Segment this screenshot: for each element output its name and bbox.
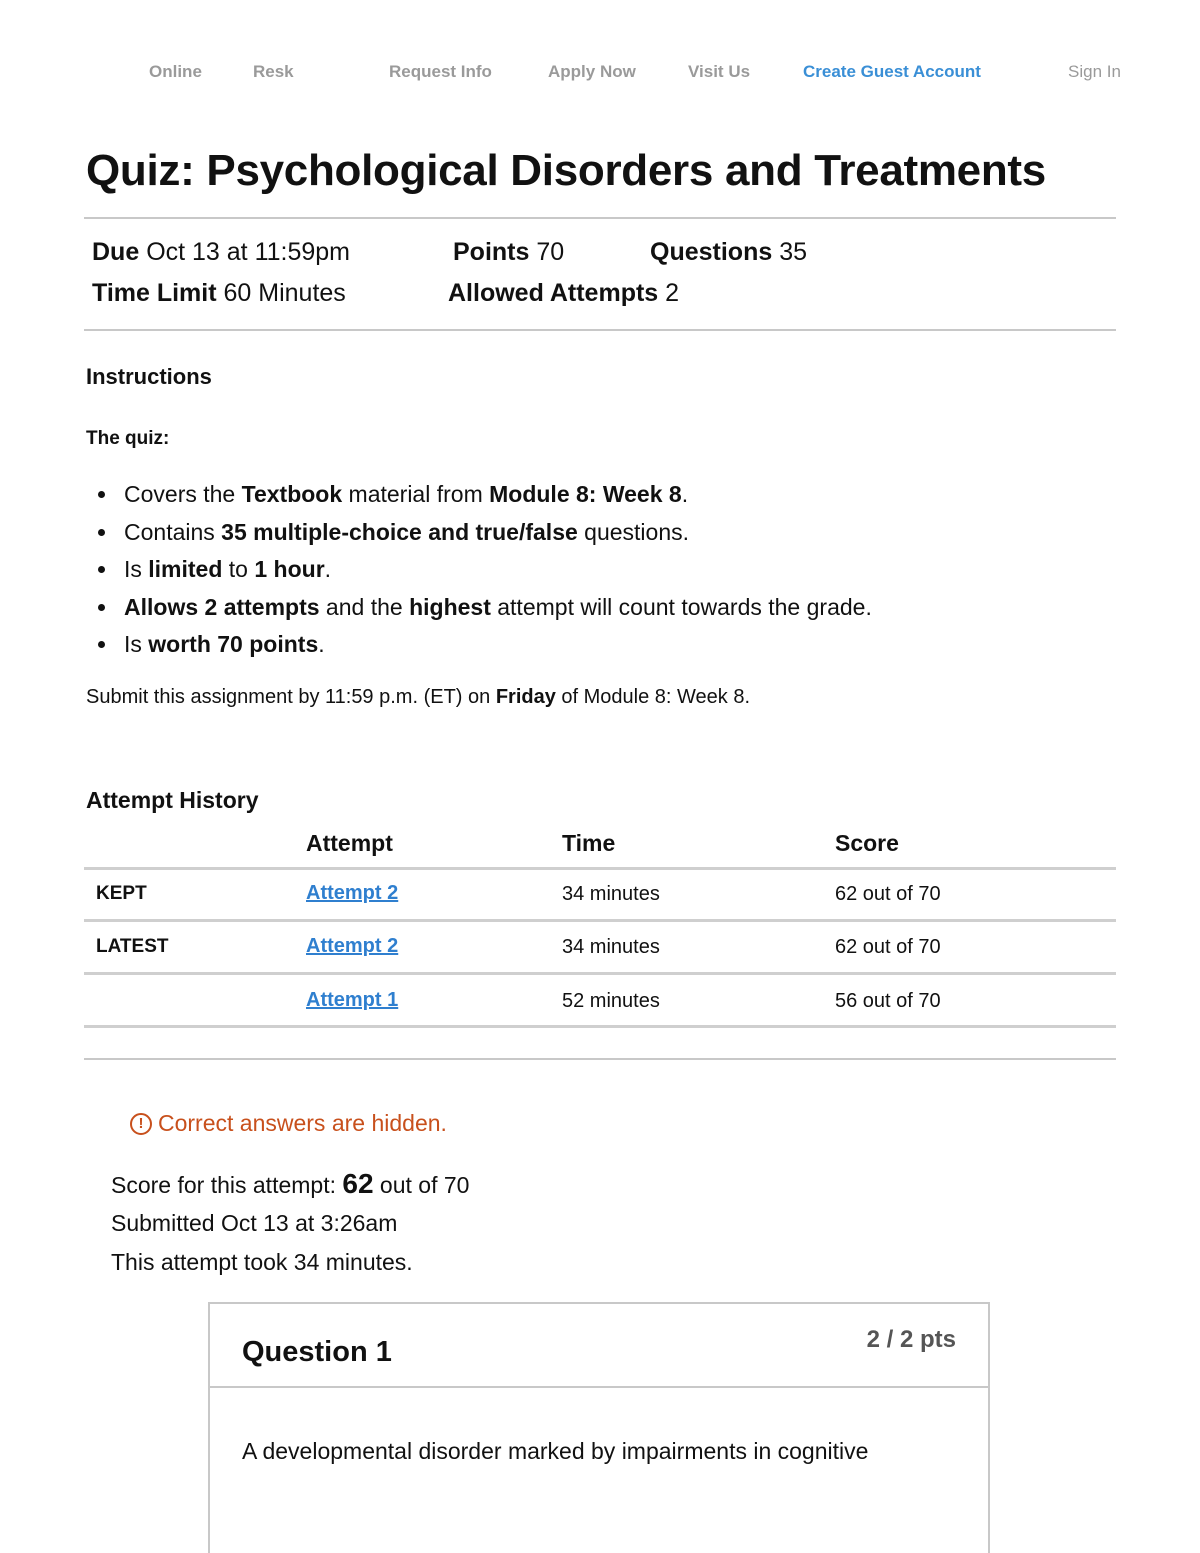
- meta-questions-value: 35: [779, 238, 808, 266]
- attempt-link[interactable]: Attempt 2: [306, 882, 399, 904]
- meta-due-value: Oct 13 at 11:59pm: [146, 238, 351, 266]
- meta-questions: [650, 238, 807, 267]
- nav-resk[interactable]: Resk: [253, 62, 294, 81]
- attempt-score-line: Score for this attempt: 62 out of 70: [111, 1168, 470, 1199]
- nav-create-guest-account[interactable]: Create Guest Account: [803, 62, 981, 81]
- alert-text: Correct answers are hidden.: [158, 1110, 447, 1136]
- meta-points: [453, 238, 564, 267]
- list-item: Covers the Textbook material from Module 8: Week 8.: [86, 478, 872, 516]
- list-item: Is limited to 1 hour.: [86, 553, 872, 591]
- nav-online[interactable]: Online: [149, 62, 202, 81]
- nav-sign-in[interactable]: Sign In: [1068, 62, 1121, 81]
- attempt-score: 62 out of 70: [835, 936, 941, 958]
- divider: [84, 329, 1116, 331]
- attempt-score: 62 out of 70: [835, 883, 941, 905]
- list-item: Allows 2 attempts and the highest attempt will count towards the grade.: [86, 591, 872, 629]
- column-header-score: Score: [835, 830, 899, 856]
- meta-due: [92, 238, 350, 267]
- table-divider: [84, 867, 1116, 870]
- attempt-time: 34 minutes: [562, 936, 660, 958]
- question-header: [210, 1304, 988, 1388]
- question-title: Question 1: [242, 1336, 392, 1368]
- list-item: Is worth 70 points.: [86, 628, 872, 666]
- attempt-score-value: 62: [342, 1168, 374, 1199]
- meta-allowed-attempts-value: 2: [665, 279, 680, 307]
- question-text: A developmental disorder marked by impairments in cognitive: [242, 1438, 869, 1464]
- nav-visit-us[interactable]: Visit Us: [688, 62, 751, 81]
- duration-line: This attempt took 34 minutes.: [111, 1249, 413, 1275]
- attempt-score: 56 out of 70: [835, 990, 941, 1012]
- instructions-intro: The quiz:: [86, 428, 170, 449]
- meta-points-label: Points: [453, 238, 530, 266]
- row-tag: LATEST: [96, 936, 169, 957]
- submitted-line: Submitted Oct 13 at 3:26am: [111, 1210, 398, 1236]
- attempt-time: 52 minutes: [562, 990, 660, 1012]
- row-tag: KEPT: [96, 883, 147, 904]
- attempt-history-heading: Attempt History: [86, 787, 259, 813]
- divider: [84, 1058, 1116, 1060]
- submission-note: Submit this assignment by 11:59 p.m. (ET) on Friday of Module 8: Week 8.: [86, 686, 751, 708]
- list-item: Contains 35 multiple-choice and true/false questions.: [86, 516, 872, 554]
- meta-time-limit-value: 60 Minutes: [223, 279, 346, 307]
- attempt-link[interactable]: Attempt 1: [306, 989, 399, 1011]
- meta-due-label: Due: [92, 238, 140, 266]
- meta-time-limit-label: Time Limit: [92, 279, 217, 307]
- column-header-time: Time: [562, 830, 616, 856]
- meta-allowed-attempts-label: Allowed Attempts: [448, 279, 659, 307]
- divider: [84, 217, 1116, 219]
- page-title: Quiz: Psychological Disorders and Treatments: [86, 146, 1046, 195]
- instructions-heading: Instructions: [86, 364, 212, 389]
- attempt-time: 34 minutes: [562, 883, 660, 905]
- meta-allowed-attempts: [448, 279, 679, 308]
- column-header-attempt: Attempt: [306, 830, 393, 856]
- question-card: [208, 1302, 990, 1553]
- warning-icon: !: [130, 1113, 152, 1135]
- question-points: 2 / 2 pts: [866, 1326, 956, 1353]
- nav-request-info[interactable]: Request Info: [389, 62, 492, 81]
- instructions-list: [86, 478, 872, 666]
- correct-answers-hidden-alert: [130, 1110, 447, 1137]
- table-divider: [84, 919, 1116, 922]
- meta-points-value: 70: [536, 238, 565, 266]
- table-divider: [84, 972, 1116, 975]
- nav-apply-now[interactable]: Apply Now: [548, 62, 636, 81]
- table-divider: [84, 1025, 1116, 1028]
- attempt-link[interactable]: Attempt 2: [306, 935, 399, 957]
- meta-questions-label: Questions: [650, 238, 773, 266]
- meta-time-limit: [92, 279, 346, 308]
